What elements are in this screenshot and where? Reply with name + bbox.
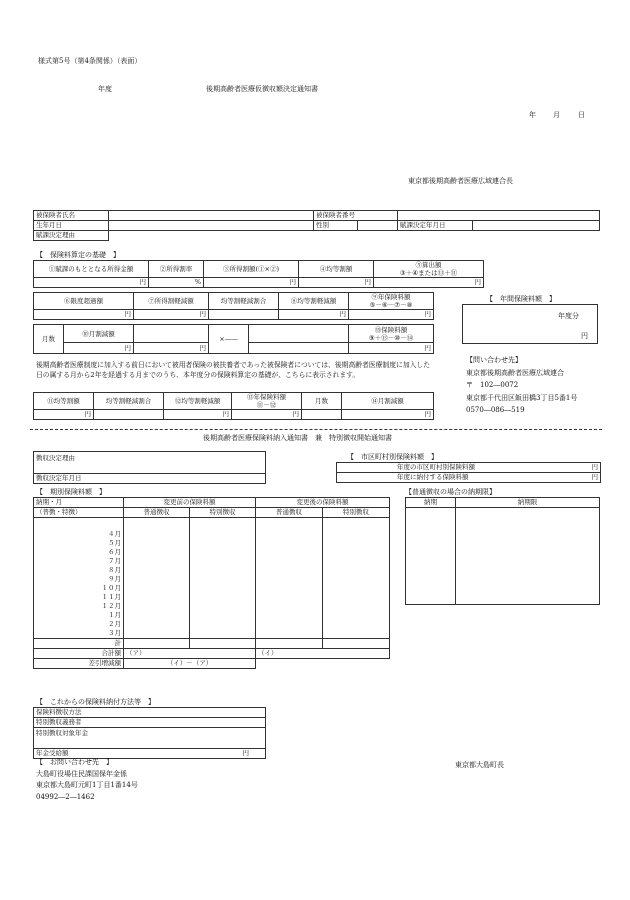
total-label: 計 bbox=[34, 639, 124, 649]
city-premium-label: 【 市区町村別保険料額 】 bbox=[347, 453, 438, 461]
insured-number-label: 被保険者番号 bbox=[314, 211, 398, 221]
sex-value bbox=[358, 221, 398, 231]
insured-name-label: 被保険者氏名 bbox=[34, 211, 109, 221]
col-type-header: （普徴・特徴） bbox=[34, 508, 124, 518]
collection-date-label: 徴収決定年月日 bbox=[34, 474, 266, 484]
after-special-cell bbox=[323, 602, 390, 611]
before-ordinary-cell bbox=[124, 584, 190, 593]
dep-reduction-value: 円 bbox=[164, 410, 232, 420]
premium-header bbox=[349, 325, 434, 343]
before-ordinary-cell bbox=[124, 593, 190, 602]
income-amount-header: ①賦課のもととなる所得金額 bbox=[34, 261, 149, 278]
col-after-header: 変更後の保険料額 bbox=[256, 498, 390, 508]
dep-annual-header bbox=[232, 393, 302, 410]
date-year: 年 bbox=[529, 111, 536, 119]
after-ordinary-cell bbox=[256, 566, 323, 575]
total-before-special bbox=[190, 639, 256, 649]
sum-before-value: （ア） bbox=[124, 649, 256, 659]
premium-value: 円 bbox=[349, 343, 434, 354]
month-label: ３月 bbox=[34, 629, 124, 639]
city-premium-table bbox=[336, 462, 601, 483]
period-row bbox=[34, 539, 390, 548]
month-label: ７月 bbox=[34, 557, 124, 566]
period-premium-table bbox=[33, 497, 390, 669]
after-ordinary-cell bbox=[256, 575, 323, 584]
after-special-cell bbox=[323, 530, 390, 539]
mayor-name: 東京都大島町長 bbox=[455, 761, 504, 769]
before-ordinary-cell bbox=[124, 539, 190, 548]
issuer-name: 東京都後期高齢者医療広域連合長 bbox=[408, 177, 513, 185]
month-label: ８月 bbox=[34, 566, 124, 575]
col-before-special: 特別徴収 bbox=[190, 508, 256, 518]
after-special-cell bbox=[323, 593, 390, 602]
computed-amount-value: 円 bbox=[374, 278, 484, 288]
payment-row-pension: 特別徴収対象年金 bbox=[34, 728, 266, 749]
after-ordinary-cell bbox=[256, 611, 323, 620]
period-row bbox=[34, 602, 390, 611]
dependent-calc-table bbox=[33, 392, 434, 420]
computed-amount-formula: ③＋④または⑬＋⑪ bbox=[399, 269, 458, 277]
diff-value: （イ）－（ア） bbox=[124, 659, 256, 669]
contact1-address: 東京都千代田区飯田橋3丁目5番1号 bbox=[466, 393, 578, 402]
col-month-header: 納期・月 bbox=[34, 498, 124, 508]
period-row bbox=[34, 575, 390, 584]
months-label: 月数 bbox=[34, 325, 64, 354]
contact2-tel: 04992―2―1462 bbox=[36, 792, 95, 801]
annual-year-part: 年度分 bbox=[558, 312, 579, 320]
decision-reason-label: 賦課決定理由 bbox=[34, 231, 109, 241]
period-row bbox=[34, 620, 390, 629]
before-ordinary-cell bbox=[124, 566, 190, 575]
contact-block-1 bbox=[466, 354, 577, 417]
contact-block-2 bbox=[36, 757, 138, 803]
before-ordinary-cell bbox=[124, 548, 190, 557]
before-special-cell bbox=[190, 620, 256, 629]
annual-premium-box-label: 【 年間保険料額 】 bbox=[486, 295, 556, 303]
insured-info-table bbox=[33, 210, 600, 241]
dep-reduction-rate-header: 均等割軽減割合 bbox=[94, 393, 164, 410]
income-amount-value: 円 bbox=[34, 278, 149, 288]
insured-name-value bbox=[109, 211, 314, 221]
contact2-dept: 大島町役場住民課国保年金係 bbox=[36, 769, 127, 778]
after-special-cell bbox=[323, 539, 390, 548]
period-premium-label: 【 期別保険料額 】 bbox=[36, 488, 106, 496]
payment-notice-title: 後期高齢者医療保険料納入通知書 兼 特別徴収開始通知書 bbox=[203, 434, 392, 442]
after-ordinary-cell bbox=[256, 539, 323, 548]
before-ordinary-cell bbox=[124, 629, 190, 639]
after-ordinary-cell bbox=[256, 620, 323, 629]
period-row bbox=[34, 584, 390, 593]
period-row bbox=[34, 629, 390, 639]
collection-decision-table bbox=[33, 451, 266, 484]
dependent-note: 後期高齢者医療制度に加入する前日において被用者保険の被扶養者であった被保険者については、後期高齢者医療制度に加入した日の属する月から2年を経過する月までのうち、本年度分の保険料算定の基礎が、こちらに表示されます。 bbox=[36, 361, 431, 379]
before-ordinary-cell bbox=[124, 611, 190, 620]
after-ordinary-cell bbox=[256, 629, 323, 639]
dep-monthly-reduction-value: 円 bbox=[342, 410, 434, 420]
before-special-cell bbox=[190, 611, 256, 620]
before-special-cell bbox=[190, 602, 256, 611]
income-rate-header: ②所得割率 bbox=[149, 261, 204, 278]
limit-excess-value: 円 bbox=[34, 310, 134, 320]
contact1-zip: 〒 102―0072 bbox=[466, 381, 519, 389]
insured-number-value bbox=[398, 211, 600, 221]
income-reduction-header: ⑦所得割軽減額 bbox=[134, 293, 209, 310]
dep-annual-formula: ⑪－⑫ bbox=[256, 401, 277, 409]
date-day: 日 bbox=[578, 111, 585, 119]
city-premium-row1: 年度の市区町村別保険料額 bbox=[397, 463, 475, 471]
diff-empty bbox=[256, 659, 390, 669]
annual-premium-label: ⑨年保険料額 bbox=[371, 293, 411, 301]
month-label: ９月 bbox=[34, 575, 124, 584]
before-ordinary-cell bbox=[124, 575, 190, 584]
after-ordinary-cell bbox=[256, 602, 323, 611]
after-special-cell bbox=[323, 575, 390, 584]
before-ordinary-cell bbox=[124, 557, 190, 566]
period-row bbox=[34, 566, 390, 575]
reduction-rate-value bbox=[209, 310, 279, 320]
payment-method-label: 【 これからの保険料納付方法等 】 bbox=[36, 698, 155, 706]
dep-per-capita-value: 円 bbox=[34, 410, 94, 420]
before-special-cell bbox=[190, 548, 256, 557]
diff-label: 差引増減額 bbox=[34, 659, 124, 669]
after-special-cell bbox=[323, 611, 390, 620]
reduction-rate-header: 均等割軽減割合 bbox=[209, 293, 279, 310]
total-before-ordinary bbox=[124, 639, 190, 649]
per-capita-reduction-value: 円 bbox=[279, 310, 349, 320]
dep-per-capita-header: ⑪均等割額 bbox=[34, 393, 94, 410]
before-special-cell bbox=[190, 557, 256, 566]
col-after-ordinary: 普通徴収 bbox=[256, 508, 323, 518]
city-premium-row2: 年度に納付する保険料額 bbox=[397, 473, 469, 481]
document-title: 後期高齢者医療仮徴収額決定通知書 bbox=[206, 85, 318, 93]
deadline-label: 【普通徴収の場合の納期限】 bbox=[405, 488, 496, 496]
premium-label: ⑮保険料額 bbox=[374, 325, 408, 334]
calc-row3-table bbox=[33, 324, 434, 354]
period-row bbox=[34, 548, 390, 557]
calc-row1-table bbox=[33, 260, 484, 288]
income-levy-header: ③所得割額(①×②) bbox=[204, 261, 299, 278]
collection-reason-label: 徴収決定理由 bbox=[34, 452, 266, 474]
after-ordinary-cell bbox=[256, 593, 323, 602]
period-row bbox=[34, 611, 390, 620]
period-row bbox=[34, 557, 390, 566]
deadline-col-date: 納期限 bbox=[456, 498, 600, 508]
after-special-cell bbox=[323, 584, 390, 593]
form-number: 様式第5号（第4条関係）（表面） bbox=[38, 57, 142, 65]
per-capita-value: 円 bbox=[299, 278, 374, 288]
before-special-cell bbox=[190, 566, 256, 575]
month-label: １０月 bbox=[34, 584, 124, 593]
col-before-ordinary: 普通徴収 bbox=[124, 508, 190, 518]
contact2-address: 東京都大島町元町1丁目1番14号 bbox=[36, 781, 138, 789]
before-special-cell bbox=[190, 530, 256, 539]
payment-row-amount: 年金受給額 bbox=[36, 749, 69, 757]
payment-amount-yen: 円 bbox=[242, 749, 249, 757]
before-special-cell bbox=[190, 575, 256, 584]
per-capita-reduction-header: ⑧均等割軽減額 bbox=[279, 293, 349, 310]
decision-date-value bbox=[473, 221, 600, 231]
income-rate-value: % bbox=[149, 278, 204, 288]
after-ordinary-cell bbox=[256, 530, 323, 539]
cut-line bbox=[30, 429, 602, 430]
sex-label: 性別 bbox=[314, 221, 358, 231]
sum-label: 合計額 bbox=[34, 649, 124, 659]
dep-reduction-header: ⑫均等割軽減額 bbox=[164, 393, 232, 410]
calc-section-label: 【 保険料算定の基礎 】 bbox=[36, 251, 120, 259]
calc-row2-table bbox=[33, 292, 434, 320]
annual-premium-header bbox=[349, 293, 434, 310]
before-special-cell bbox=[190, 584, 256, 593]
date-month: 月 bbox=[553, 111, 560, 119]
before-ordinary-cell bbox=[124, 530, 190, 539]
month-label: ４月 bbox=[34, 530, 124, 539]
after-special-cell bbox=[323, 566, 390, 575]
dob-value bbox=[109, 221, 314, 231]
annual-premium-value: 円 bbox=[349, 310, 434, 320]
after-ordinary-cell bbox=[256, 548, 323, 557]
before-special-cell bbox=[190, 539, 256, 548]
before-ordinary-cell bbox=[124, 620, 190, 629]
fiscal-year-label: 年度 bbox=[98, 85, 112, 93]
income-levy-value: 円 bbox=[204, 278, 299, 288]
per-capita-header: ④均等割額 bbox=[299, 261, 374, 278]
before-special-cell bbox=[190, 629, 256, 639]
contact1-org: 東京都後期高齢者医療広域連合 bbox=[466, 368, 564, 377]
payment-row-obligor: 特別徴収義務者 bbox=[34, 718, 266, 728]
month-label: ５月 bbox=[34, 539, 124, 548]
contact1-title: 【問い合わせ先】 bbox=[466, 356, 522, 364]
income-reduction-value: 円 bbox=[134, 310, 209, 320]
deadline-col-period: 納期 bbox=[406, 498, 456, 508]
deadline-table bbox=[405, 497, 600, 605]
after-special-cell bbox=[323, 557, 390, 566]
monthly-reduction-value: 円 bbox=[64, 343, 134, 354]
city-premium-row2-yen: 円 bbox=[591, 473, 598, 481]
month-label: ２月 bbox=[34, 620, 124, 629]
after-ordinary-cell bbox=[256, 557, 323, 566]
col-before-header: 変更前の保険料額 bbox=[124, 498, 256, 508]
before-ordinary-cell bbox=[124, 602, 190, 611]
period-row bbox=[34, 593, 390, 602]
dep-annual-value: 円 bbox=[232, 410, 302, 420]
annual-premium-formula: ⑤－⑥－⑦－⑧ bbox=[369, 301, 413, 309]
dep-annual-label: ⑬年保険料額 bbox=[247, 393, 286, 401]
month-label: １２月 bbox=[34, 602, 124, 611]
annual-premium-box bbox=[462, 304, 598, 344]
sum-after-value: （イ） bbox=[256, 649, 390, 659]
payment-row-method: 保険料徴収方法 bbox=[34, 708, 266, 718]
monthly-reduction-header: ⑩月割減額 bbox=[64, 325, 134, 343]
times-sign: ×―― bbox=[209, 325, 249, 354]
after-special-cell bbox=[323, 620, 390, 629]
contact2-title: 【 お問い合わせ先 】 bbox=[36, 758, 113, 766]
month-label: ６月 bbox=[34, 548, 124, 557]
after-ordinary-cell bbox=[256, 584, 323, 593]
after-special-cell bbox=[323, 548, 390, 557]
city-premium-row1-yen: 円 bbox=[591, 463, 598, 471]
monthly-reduction-value-2: 円 bbox=[134, 343, 209, 354]
payment-method-table bbox=[33, 707, 266, 759]
premium-formula: ⑨＋⑬－⑩－⑭ bbox=[368, 333, 414, 342]
dob-label: 生年月日 bbox=[34, 221, 109, 231]
month-label: １月 bbox=[34, 611, 124, 620]
annual-yen: 円 bbox=[581, 332, 588, 340]
month-label: １１月 bbox=[34, 593, 124, 602]
dep-monthly-reduction-header: ⑭月割減額 bbox=[342, 393, 434, 410]
after-special-cell bbox=[323, 629, 390, 639]
contact1-tel: 0570―086―519 bbox=[466, 406, 525, 414]
total-after-special bbox=[323, 639, 390, 649]
before-special-cell bbox=[190, 593, 256, 602]
limit-excess-header: ⑥限度超過額 bbox=[34, 293, 134, 310]
decision-date-label: 賦課決定年月日 bbox=[398, 221, 473, 231]
col-after-special: 特別徴収 bbox=[323, 508, 390, 518]
total-after-ordinary bbox=[256, 639, 323, 649]
computed-amount-label: ⑤算出額 bbox=[415, 261, 442, 269]
dep-months-header: 月数 bbox=[302, 393, 342, 410]
computed-amount-header bbox=[374, 261, 484, 278]
period-row bbox=[34, 530, 390, 539]
